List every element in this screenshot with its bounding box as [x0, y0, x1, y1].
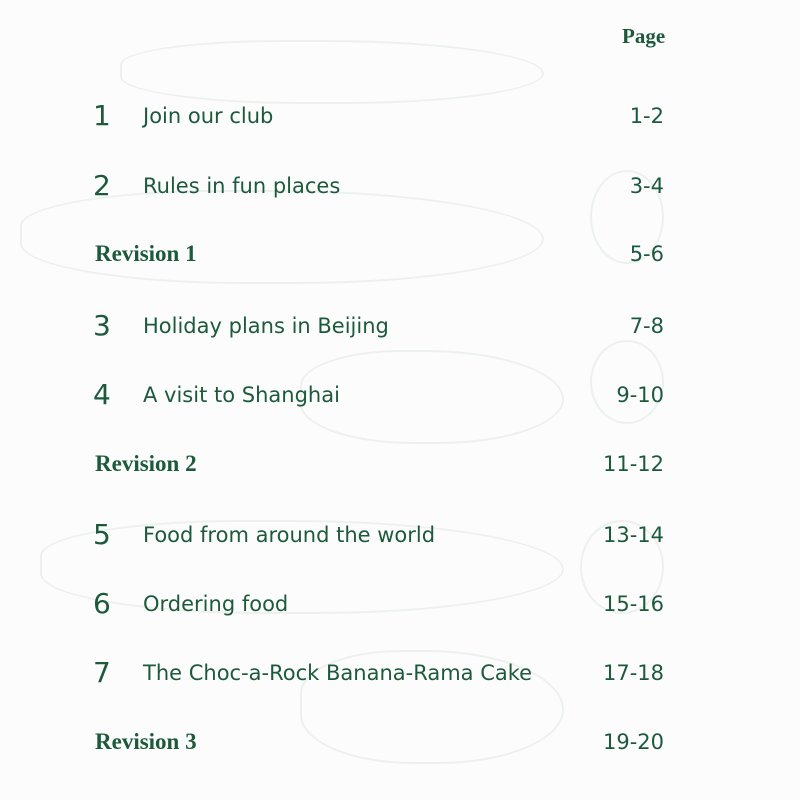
toc-unit-row — [0, 306, 800, 346]
page-column-header: Page — [622, 24, 666, 48]
page-range: 19-20 — [602, 730, 664, 754]
unit-number: 1 — [93, 99, 111, 132]
page-range: 11-12 — [602, 452, 664, 476]
unit-number: 7 — [93, 656, 111, 689]
revision-title: Revision 3 — [95, 729, 197, 754]
unit-number: 5 — [93, 518, 111, 551]
toc-unit-row — [0, 96, 800, 136]
unit-title: A visit to Shanghai — [143, 383, 340, 407]
unit-number: 6 — [93, 587, 111, 620]
unit-number: 3 — [93, 309, 111, 342]
page-range: 17-18 — [602, 661, 664, 685]
unit-title: Holiday plans in Beijing — [143, 314, 389, 338]
unit-number: 4 — [93, 378, 111, 411]
page-range: 3-4 — [629, 174, 664, 198]
unit-title: Join our club — [143, 104, 274, 128]
toc-unit-row — [0, 515, 800, 555]
page-range: 1-2 — [629, 104, 664, 128]
toc-revision-row — [0, 722, 800, 762]
toc-unit-row — [0, 584, 800, 624]
toc-revision-row — [0, 444, 800, 484]
page-range: 7-8 — [629, 314, 664, 338]
toc-unit-row — [0, 653, 800, 693]
background-shape — [120, 40, 544, 104]
unit-number: 2 — [93, 169, 111, 202]
toc-unit-row — [0, 375, 800, 415]
unit-title: Food from around the world — [143, 523, 436, 547]
revision-title: Revision 1 — [95, 241, 197, 266]
page-range: 9-10 — [616, 383, 664, 407]
unit-title: Rules in fun places — [143, 174, 341, 198]
toc-unit-row — [0, 166, 800, 206]
page-range: 13-14 — [602, 523, 664, 547]
page-range: 5-6 — [629, 242, 664, 266]
unit-title: Ordering food — [143, 592, 289, 616]
revision-title: Revision 2 — [95, 451, 197, 476]
page-range: 15-16 — [602, 592, 664, 616]
toc-revision-row — [0, 234, 800, 274]
unit-title: The Choc-a-Rock Banana-Rama Cake — [143, 661, 533, 685]
